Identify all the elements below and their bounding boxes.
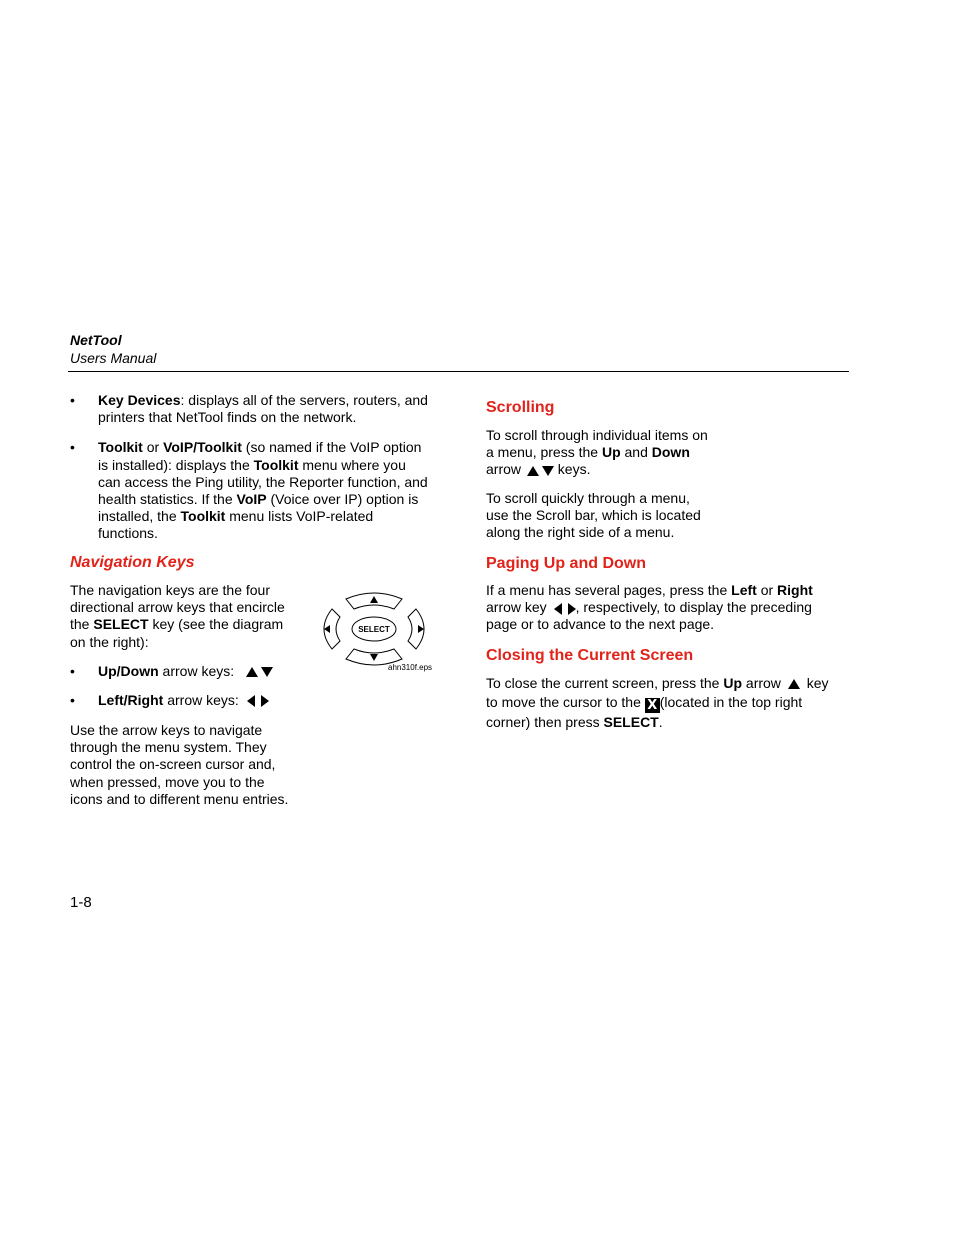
toolkit-text-4: (Voice over IP) option is installed, the [98,491,419,525]
paging-text-2: or [756,582,778,598]
left-arrow-icon [554,603,562,615]
bullet-dot: • [70,692,75,708]
right-arrow-icon [261,695,269,707]
nav-para [70,582,295,651]
closing-text-5: . [658,713,663,730]
bullet-toolkit [70,439,432,542]
nav-select-term: SELECT [93,616,149,633]
select-key-label: SELECT [358,625,390,634]
navigation-keypad-diagram [316,591,432,667]
header-divider [68,371,849,372]
scroll-text-4: keys. [553,461,591,478]
paging-right-term: Right [777,582,813,598]
toolkit-text-3: menu where you can access the Ping utility, the Reporter function, and health statistics. If the [98,456,428,508]
term-left-right: Left/Right [98,692,164,708]
scroll-para-2: To scroll quickly through a menu, use the Scroll bar, which is located along the right side of a menu. [486,490,701,541]
key-devices-text: : displays all of the servers, routers, and printers that NetTool finds on the network. [98,392,428,426]
paging-para [486,582,831,634]
closing-text-3: key to move the cursor to the [486,675,829,710]
term-up-down: Up/Down [98,663,159,679]
page-number: 1-8 [70,894,92,911]
term-toolkit-2: Toolkit [253,456,299,473]
term-toolkit: Toolkit [98,439,143,456]
nav-text-1: The navigation keys are the four directional arrow keys that encircle the [70,582,285,633]
scroll-text-3: arrow [486,461,522,478]
bullet-dot: • [70,392,75,408]
closing-text-2: arrow [742,675,781,691]
heading-scrolling: Scrolling [486,399,555,416]
paging-text-4: , respectively, to display the preceding page or to advance to the next page. [486,599,812,633]
bullet-dot: • [70,663,75,679]
toolkit-text-1: or [142,439,164,456]
close-x-icon: X [645,698,660,713]
down-arrow-icon [542,466,554,476]
right-arrow-icon [568,603,576,615]
running-header [70,331,849,367]
up-arrow-icon [788,679,800,689]
term-voip: VoIP [236,491,267,508]
updown-text: arrow keys: [158,663,235,679]
leftright-text: arrow keys: [163,692,239,708]
bullet-leftright [70,692,310,709]
heading-closing: Closing the Current Screen [486,647,694,664]
scroll-text-2: and [620,444,652,461]
scroll-up-term: Up [601,444,621,461]
left-arrow-icon [247,695,255,707]
toolkit-text-2: (so named if the VoIP option is installed): displays the [98,439,422,473]
closing-select-term: SELECT [603,713,659,730]
header-subtitle: Users Manual [70,350,157,366]
bullet-updown [70,663,310,680]
diagram-caption: ahn310f.eps [388,663,433,672]
scroll-text-1: To scroll through individual items on a menu, press the [486,427,708,461]
term-toolkit-3: Toolkit [180,508,226,525]
bullet-dot: • [70,439,75,456]
scroll-para-1 [486,427,711,479]
heading-navigation-keys: Navigation Keys [70,554,195,571]
closing-text-4: (located in the top right corner) then press [486,693,803,730]
bullet-key-devices [70,392,432,426]
heading-paging: Paging Up and Down [486,555,646,572]
paging-text-3: arrow key [486,599,547,616]
use-arrow-keys-para: Use the arrow keys to navigate through the menu system. They control the on-screen cursor and, when pressed, move you to the icons and to different menu entries. [70,722,289,807]
nav-text-2: key (see the diagram on the right): [70,616,284,650]
up-arrow-icon [527,466,539,476]
toolkit-text-5: menu lists VoIP-related functions. [98,508,374,542]
left-column [70,392,432,543]
up-arrow-icon [246,667,258,677]
term-voip-toolkit: VoIP/Toolkit [163,439,242,456]
paging-left-term: Left [731,582,757,598]
down-arrow-icon [261,667,273,677]
header-title: NetTool [70,332,122,348]
scroll-down-term: Down [651,444,690,461]
closing-para [486,674,836,731]
closing-text-1: To close the current screen, press the [486,675,724,691]
term-key-devices: Key Devices [98,392,181,408]
closing-up-term: Up [723,675,743,691]
paging-text-1: If a menu has several pages, press the [486,582,732,598]
